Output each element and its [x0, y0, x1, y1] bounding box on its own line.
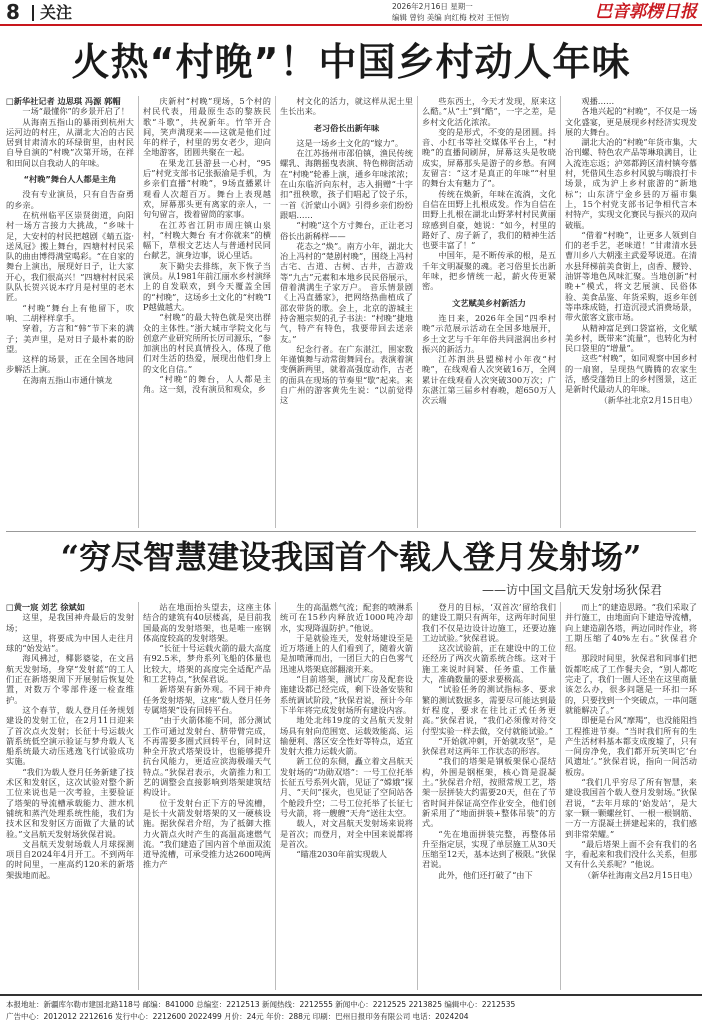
editor-credits: 编辑 曾钧 美编 向红梅 校对 王恒钧 — [392, 13, 509, 22]
paragraph: 这里，将要成为中国人走往月球的“始发站”。 — [6, 632, 134, 654]
paragraph: 村文化的活力，就这样从泥土里生长出来。 — [280, 96, 413, 117]
paragraph: 这次试验前，正在建设中的工位还经历了两次火箭系统合练。这对于施工来说时间紧、任务重、工作量大，准确数量的要求要极高。 — [422, 643, 556, 685]
column-divider — [275, 602, 276, 990]
column-divider — [417, 602, 418, 990]
paragraph: 些东西土，今天才发现，原来这么酷。”从“土”到“酷”，一字之差，是乡村文化活化浓浓。 — [422, 96, 556, 127]
article1-column-4 — [422, 96, 556, 528]
paragraph: 生的高温燃气流；配套的喷淋系统可在15秒内释放近1000吨冷却水，实现降温防护。”他说。 — [280, 602, 413, 633]
paragraph: 于是就验连天，发射场建设至是近万塔通上的人们看到了，随着火箭是加喷薄而出，一团巨大的白色雾气迅速从塔架底部翻滚开来。 — [280, 632, 413, 674]
column-divider — [560, 96, 561, 528]
paragraph: “开始就冲刺，开始就攻坚”，是狄保君对这两年工作状态的形容。 — [422, 735, 556, 757]
paragraph: 从海南五指山的暴雨到杭州大运河边的村庄，从湖北大冶的古民居到甘肃清水的环绿街里，由村民自导自演的“村晚”次第开场，在祥和田间以自我动人的年味。 — [6, 116, 134, 168]
paragraph: 在果龙江县游县一心村，“95后”村党支部书记张振渝是手机，为乡亲们直播“村晚”，9场直播累计观看人次超百万。舞台上表现越欢，屏幕那头更有离家的亲人，一句句留言，拨着留筒的家事。 — [143, 157, 271, 220]
article1-column-1 — [6, 96, 134, 528]
paragraph: 这是一场乡土文化的“嫁力”。 — [296, 137, 404, 148]
paragraph: 在江苏扬州市邵伯镇，渔民传统螺乳、海鹅摇曳表演、特色棉街活动在“村晚”轮番上演，通乡年味浓浓；在山东临沂向东村，志入捐赠“十字扣”扭秧歌，孩子们唱起了饺子乐，一首《沂蒙山小调》引得乡亲们纷纷跟唱…… — [280, 148, 413, 220]
paragraph: 庆新村“村晚”现场，5个村的村民代表，用最原生态的黎族民歌“斗歌”，共祝新年。竹竿开合间，笑声满现来——这就是他们过年的样子，村里的男女老少，迎向全地游客，团圆共聚在一起。 — [143, 96, 271, 158]
paragraph: 这个春节，载人登月任务规划建设的发射工位，在2月11日迎来了首次点火发射；长征十号运载火箭系统低空演示验证与梦舟载人飞船系统最大动压逃逸飞行试验成功实施。 — [6, 704, 134, 767]
paragraph: 此外，他们还打破了“由下 — [438, 869, 533, 880]
paragraph: 江苏泗洪县盟梯村小年夜“村晚”，在线观看人次突破16万，全网累计在线观看人次突破300万次；广东湛江第三届乡村春晚，超650万人次云端 — [422, 354, 556, 406]
paragraph: 中国年，是不断传承的根，是五千年文明凝聚的魂。老习俗里长出新年味，把乡情统一起，薪火传更紧密。 — [422, 250, 556, 292]
article2-column-1 — [6, 602, 134, 990]
paragraph: 观播…… — [581, 96, 615, 106]
paragraph: 在海南五指山市通什镇龙 — [22, 374, 113, 385]
paragraph: 湖北大冶的“村晚”年货市集，大冶刊螺、特色农产品等琳琅满目，让入流连忘返；泸郊都跨区清村镇夸慕村，凭借风生态乡村风貌与嗨浪打卡场景，成为沪上乡村旅游的“新地标”；山东济宁金乡县的万福市集上，15个村党支部书记争相代言本村特产，实现文化赛民与振兴的双向破瓶。 — [565, 137, 697, 230]
page-number: 8 — [6, 0, 20, 24]
paragraph: 花态之“焕”。南方小年，湖北大冶上冯村的“楚剧村晚”，围绕上冯村古宅、古道、古树、古井，古游戏等“九古”元素和本地乡民民俗展示，借着满满生子家万户。 音乐情景剧《上冯直播家》，把网络热曲植成了邵农带货的歌。会上，北京的游城主持舍翘宗契的孔子书法：“村晚”捷地气，特产有特色，我要带回去送亲友。” — [280, 240, 413, 344]
column-divider — [275, 96, 276, 528]
paragraph: 这些“村晚”，如同观察中国乡村的一扇窗，呈现热气腾腾的农家生活，感受蓬勃日上的乡村图景，这正是新时代最动人的年味。 — [565, 353, 697, 395]
column-divider — [417, 96, 418, 528]
column-divider — [138, 602, 139, 990]
paragraph: “村晚”舞台上有他留下，吹响、二胡样样拿手。 — [6, 302, 134, 323]
article2-column-4 — [422, 602, 556, 990]
issue-date: 2026年2月16日 星期一 — [392, 2, 473, 11]
paragraph: 文昌航天发射场载人月球探测项目自2024年4月开工。不到两年的时间里，一座高约120米的新塔架拔地而起。 — [6, 838, 134, 880]
column-divider — [560, 602, 561, 990]
newspaper-logo: 巴音郭楞日报 — [595, 2, 697, 22]
article2-column-5 — [565, 602, 697, 990]
paragraph: “瞄准2030年前实现载人 — [296, 849, 387, 860]
paragraph: “由于火箭体能不同，部分测试工作可通过发射台、脐带臂完成，不再需要多圈式回转平台，同时这种全开放式塔架设计，也能够提升抗台风能力，更适应滨海极端天气特点。”狄保君表示，火箭推力和工艺的调整会直接影响到塔架建筑结构设计。 — [143, 715, 271, 798]
paragraph: “目前塔架，测试厂房及配套设施建设都已经完成，剩下设备安装和系统调试阶段，”狄保君说，预计今年下半年将完成发射场所有建设内容。 — [280, 674, 413, 715]
footer-address-line: 本报地址：新疆库尔勒市建国北路118号 邮编：841000 总编室：2212513 新闻热线：2212555 新闻中心：2212525 2213825 编辑中心：2212535 — [6, 1000, 516, 1009]
paragraph: “先在地面拼装完整，再整体吊升至指定层，实现了单层施工从30天压缩至12天，基本达到了极限。”狄保君说。 — [422, 828, 556, 870]
paragraph: 新塔架有新外观。不同于神舟任务发射塔架，这座“载人登月任务专属塔架”设有回转平台。 — [143, 684, 271, 715]
paragraph: 这里，是我国神舟最后的发射场； — [6, 612, 134, 633]
paragraph: “村晚”舞台人人都是主角 — [23, 174, 117, 185]
paragraph: “我们为载人登月任务新建了技术区和发射区，这次试验对整个新工位来说也是一次考验，主要验证了塔架的导流槽承载能力、泄水机铺统和蒸汽处理系统性能，我们为技术区和发射区方面做了大量的试验。”文昌航天发射场狄保君说。 — [6, 766, 134, 839]
paragraph: （新华社海南文昌2月15日电） — [583, 869, 697, 880]
paragraph: “村晚”这个方寸舞台，正让老习俗长出新稀样—— — [280, 220, 413, 241]
paragraph: 文艺赋美乡村新活力 — [452, 297, 526, 308]
paragraph: “最后塔架上面不会有我们的名字，看起来和我们没什么关系，但那又有什么关系呢？”他说。 — [565, 838, 697, 870]
paragraph: “村晚”的舞台，人人都是主角。这一刻，没有演员和观众，乡 — [143, 374, 271, 395]
paragraph: 即便是台风“摩羯”，也没能阻挡工程推进节奏。“当时我们所有的生产生活材料基本都支成废墟了，只有一间房净免，我们都开玩笑叫它‘台风遗址’。”狄保君说，指向一间活动板房。 — [565, 715, 697, 777]
paragraph: 各地兴起的“村晚”，不仅是一场文化盛宴，更是展现乡村经济实现发展的大舞台。 — [565, 106, 697, 137]
paragraph: 那段时间里，狄保君和同事们把饭都吃成了工作餐夫会，“别人都吃完走了，我们一圈人还坐在这里商量该怎么办，很多问题是一环扣一环的，只要找到一个突破点，一串问题就能解决了。” — [565, 653, 697, 715]
paragraph: 穿着，方言和“韩”节下来的满子；美声里，是对日子最朴素的盼望。 — [6, 323, 134, 354]
paragraph: 位于发射台正下方的导流槽，是长十火箭发射塔架的又一硬核设施。据狄保君介绍，为了抵御大推力火箭点火时产生的高温高速燃气流。“我们建造了国内首个单面双流道导流槽，可承受推力达2600吨两推力产 — [143, 797, 271, 870]
paragraph: “试验任务的测试指标多、要求繁的测试数据多，需要尽可能达到最好程度，要求在往比正式任务更高。”狄保君说，“我们必须像对待交付型实验一样去做，交付就能试验。” — [422, 684, 556, 736]
paragraph: □黄一宸 刘艺 徐斌如 — [6, 602, 85, 612]
paragraph: 传统在焕新，年味在流淌，文化自信在田野上扎根成发。作为自信在田野上扎根在湖北山野茅村村民黄丽琼感到自豪，她说：“如今，村里的路好了、房子新了，我们的精神生活也要丰富了！” — [422, 188, 556, 251]
paragraph: 在江苏省江阴市周庄镇山泉村，“村晚大舞台 有才你就来”的横幅下，草根文艺达人与普通村民同台献艺，演身边事，说心里话。 — [143, 219, 271, 261]
paragraph: 灰下勤尖去排练，灰下恢子当演员。从1981年前江丽水乡村演绎上的自发联欢，到今天覆盖全国的“村晚”，这场乡土文化的“村晚”IP越做越大。 — [143, 260, 271, 312]
paragraph: 一场“最懂你”的乡景开启了！ — [22, 106, 130, 117]
paragraph: 没有专业演员，只有自告奋勇的乡亲。 — [6, 189, 134, 210]
paragraph: 站在地面抬头望去，这座主体结合的建筑有40层楼高，是目前我国最高的发射塔架，也是唯一座钢体高度较高的发射塔架。 — [143, 602, 271, 643]
paragraph: 这样的场景，正在全国各地同步解活上演。 — [6, 354, 134, 375]
paragraph: 在杭州临平区崇贤街道，向阳村一场方言接力大挑战，“乡味十足，大安村的村民把越剧《蜻五盗·送凤冠》搬上舞台，四塘村村民采队的曲由博得满堂喝彩。“在自家的舞台上演出，展现好日子，让大家开心，我们很高兴！”四塘村村民采队队长贺兴说本疗月是村里的老木匠。 — [6, 209, 134, 303]
paragraph: 海风拂过，椰影婆娑，在文昌航天发射场，身穿“发射蓝”的工人们正在新塔架周下开展射后恢复处置，对数万个零部件逐一检查维护。 — [6, 653, 134, 705]
paragraph: “我们几乎穷尽了所有智慧，来建设我国首个载人登月发射场。”狄保君说，“去年月球的‘始发站’，是大家一颗一颗螺丝钉、一根一根钢筋、一方一方混凝土拼建起来的，我们感到非常荣耀。” — [565, 777, 697, 839]
paragraph: “村晚”的最大特色就是突出群众的主体性。”浙大城市学院文化与创意产业研究所所长厉司源乐，“参加演出的村民真情投入，体现了他们对生活的热爱，展现出他们身上的文化自信。” — [143, 312, 271, 374]
paragraph: 登月的目标，‘双首次’留给我们的建设工期只有两年，这两年时间里我们不仅是边设计边施工，还要边施工边试验。”狄保君说。 — [422, 602, 556, 643]
page-header — [0, 0, 702, 26]
paragraph: “借着“村晚”，让更多人领到自们的老手艺，老味道！”甘肃清水县曹川乡八大朝涨主武爱琴说道。在清水县拜梯前美食街上，卤香、腰铃、油饼等地色风味汇聚。当地创新“村晚+”模式，将文艺展演、民俗体验、美食品鉴、年货采购，返乡年创等串珠成链，打造沉浸式消费场景，带火旅客文旅市场。 — [565, 229, 697, 323]
paragraph: 变的是形式，不变的是团圆。抖音、小红书等社交媒体平台上，“村晚”的直播间刷屏，屏幕这头是牧晓成实，屏幕那头是游子的乡愁。有网友留言：“这才是真正的年味”“村里的舞台太有魅力了”。 — [422, 126, 556, 189]
paragraph: □新华社记者 边思琪 冯源 郭帽 — [6, 96, 121, 106]
footer-contact-line: 广告中心：2012012 2212616 发行中心：2212600 2022499 月价：24元 年价：288元 印刷：巴州日报印务有限公司 电话：2024204 — [6, 1012, 469, 1021]
column-divider — [138, 96, 139, 528]
paragraph: 纪念行者。在广东湛江，围家数年谨慎舞与动常街舞同台。表演着演变俩新两里，就着高强度动作，古老的面具在现场的节奏里“歇”起来。来自广州的游客黄先生说：“以前觉得这 — [280, 343, 413, 406]
article1-column-5 — [565, 96, 697, 528]
article2-subtitle: ——访中国文昌航天发射场狄保君 — [481, 583, 662, 597]
paragraph: 而上”的建造思路。“我们采取了并行施工，由地面向下建造导流槽，向上建造副各塔，两边同时作业，将工期压缩了40%左右。”狄保君介绍。 — [565, 602, 697, 654]
article2-column-3 — [280, 602, 413, 990]
article1-column-3 — [280, 96, 413, 528]
article2-headline: “穷尽智慧建设我国首个载人登月发射场” — [60, 538, 642, 576]
page-footer — [0, 994, 702, 1024]
paragraph: 新工位的东侧，矗立着文昌航天发射场的“功勋双塔”：一号工位托举长征五号系列火箭，见证了“嫦娥”探月、“天问”探火，也见证了空间站各个舱段升空；二号工位托举了长征七号火箭，将一艘艘“天舟”送往太空。 — [280, 756, 413, 818]
paragraph: 连日来，2026年全国“四季村晚”示范展示活动在全国多地展开，乡土文艺与千年年俗共同滋润出乡村振兴的新活力。 — [422, 312, 556, 354]
divider — [32, 5, 34, 21]
paragraph: （新华社北京2月15日电） — [599, 394, 697, 405]
paragraph: 载人，对文昌航天发射场来说将是首次；而登月，对全中国来说都将是首次。 — [280, 818, 413, 849]
article1-headline: 火热“村晚”！中国乡村动人年味 — [71, 40, 631, 84]
paragraph: “我们的塔架是钢板架保心混结构，外围是钢框架，核心筒是混凝土。”狄保君介绍，按照常规工艺，塔架一层拼装大约需要20天，但在了节省时间并保证高空作业安全，他们创新采用了“地面拼装+整体吊装”的方式。 — [422, 756, 556, 829]
paragraph: 从精神富足到口袋富裕，文化赋美乡村，既带来“流量”，也转化为村民口袋里的“增量”。 — [565, 322, 697, 354]
section-name: 关注 — [40, 3, 73, 22]
paragraph: 老习俗长出新年味 — [313, 122, 380, 133]
paragraph: “长征十号运载火箭的最大高度有92.5米，梦舟系列飞船的体量也比较大，塔架的高度完全适配产品和工艺特点，”狄保君说。 — [143, 643, 271, 685]
article2-column-2 — [143, 602, 271, 990]
article1-column-2 — [143, 96, 271, 528]
article-separator — [6, 531, 696, 532]
paragraph: 地处北纬19度的文昌航天发射场具有射向范围宽、运载效能高、运输便利、落区安全性好等特点，适宜发射大推力运载火箭。 — [280, 715, 413, 757]
